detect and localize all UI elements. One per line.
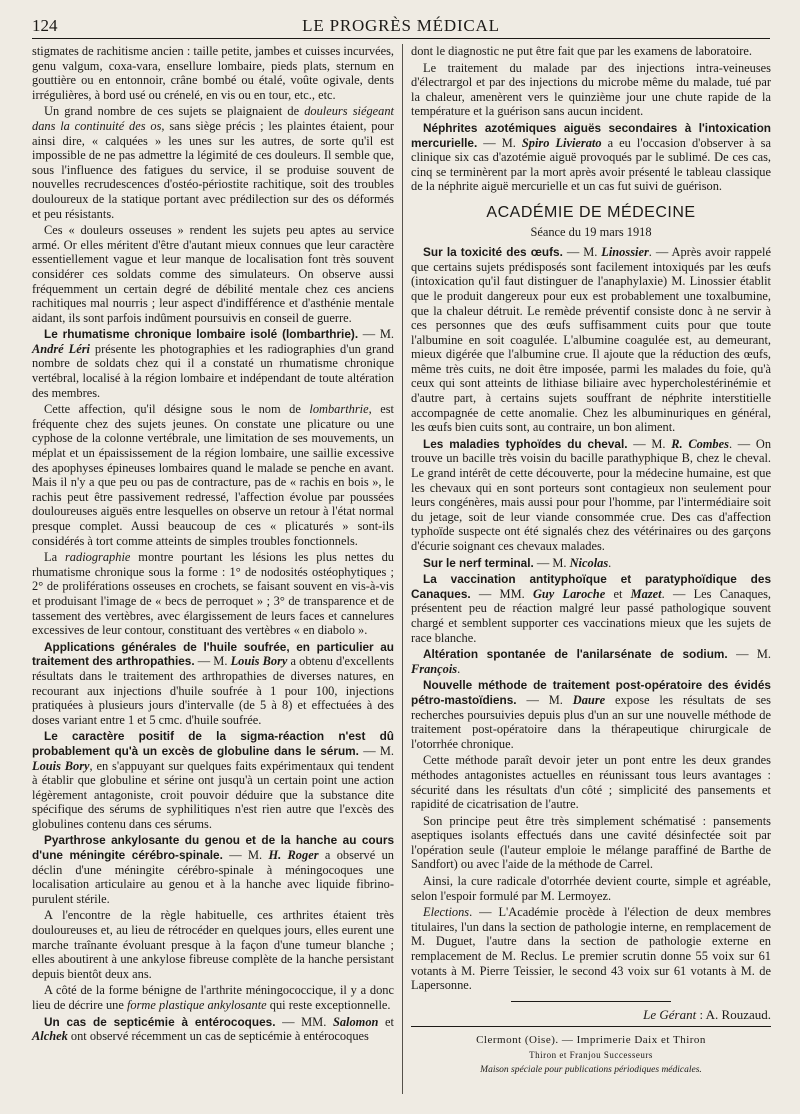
- paragraph: Le traitement du malade par des injections intra-veineuses d'électrargol et par des injections du microbe même du malade, tué par la chaleur, amenèrent vers le quinzième jour une chute rapide de la température et la guérison sans aucun incident.: [411, 60, 771, 119]
- article-heading: Sur la toxicité des œufs.: [423, 245, 563, 260]
- paragraph: Son principe peut être très simplement schématisé : pansements aseptiques isolants effectués dans une cavité désinfectée soit par l'opération seule (l'auteur emploie le mélange paraffiné de Barthe de Sandfort) ou avec l'aide de la méthode de Carrel.: [411, 813, 771, 872]
- author-name: Mazet: [630, 586, 662, 601]
- separator-rule: [411, 1026, 771, 1027]
- printer-imprint: Clermont (Oise). — Imprimerie Daix et Thiron: [476, 1034, 706, 1047]
- article-heading: Pyarthrose ankylosante du genou et de la hanche au cours d'une méningite cérébro-spinale.: [32, 833, 394, 863]
- article-heading: Altération spontanée de l'anilarsénate de sodium.: [423, 647, 728, 662]
- article-toxicite-oeufs: Sur la toxicité des œufs. — M. Linossier. — Après avoir rappelé que certains sujets prédisposés sont facilement intoxiqués par les œufs (intoxication qu'il faut distinguer de l'anaphylaxie) M. Linossier établit que le produit dangereux pour eux est probablement une toxalbumine, que la chaleur détruit. Le remède préventif consiste donc à ne servir à ces personnes que des œufs suffisamment cuits pour que toute l'albumine en soit coagulée. L'albumine coagulée est, au demeurant, mieux digérée que l'albumine crue. Il ajoute que la réduction des œufs, même très cuits, ne doit être imposée, parmi les malades du foie, qu'à ceux qui sont atteints de lithiase biliaire avec hypercholestérinémie et d'autre part, à certains sujets souffrant de néphrite interstitielle accompagnée de cette anomalie. Chez les albuminuriques en général, les œufs bien cuits sont, au contraire, un bon aliment.: [411, 245, 771, 435]
- printer-specialty: Maison spéciale pour publications périodiques médicales.: [480, 1064, 702, 1075]
- paragraph: Ces « douleurs osseuses » rendent les sujets peu aptes au service armé. Or elles méritent d'être d'autant mieux connues que leur caractère essentiellement vague et leur manque de localisation font très souvent considérer ces soldats comme des simulateurs. On observe aussi fréquemment un certain degré de débilité mentale chez ces anciens rachitiques mal nourris ; leur aspect d'indifférence et d'asthénie mentale aidant, ils sont parfois indûment poursuivis en conseil de guerre.: [32, 223, 394, 325]
- author-name: Daure: [572, 692, 606, 707]
- paragraph: Cette affection, qu'il désigne sous le nom de lombarthrie, est fréquente chez des sujets jeunes. On constate une plicature ou une cyphose de la colonne vertébrale, une limitation de ses mouvements, un méplat et un épaississement de la région lombaire, une saillie excessive des apophyses épineuses lombaires quand le malade se penche en avant. Mais il n'y a que peu ou pas de contracture, pas de « rachis en bois », le rachis peut être passivement redressé, l'affection évolue par poussées douloureuses aiguës entre lesquelles on observe un retour à l'état normal presque complet. Aussi beaucoup de ces « plicaturés » sont-ils considérés à tort comme atteints de simples troubles fonctionnels.: [32, 402, 394, 548]
- article-rhumatisme: Le rhumatisme chronique lombaire isolé (lombarthrie). — M. André Léri présente les photographies et les radiographies d'un grand nombre de soldats chez qui il a constaté un rhumatisme chronique vertébral, localisé à la région lombaire et indépendant de toute altération des membres.: [32, 327, 394, 400]
- article-anilarsenate: Altération spontanée de l'anilarsénate de sodium. — M. François.: [411, 647, 771, 676]
- article-nephrites: Néphrites azotémiques aiguës secondaires à l'intoxication mercurielle. — M. Spiro Livierato a eu l'occasion d'observer à sa clinique six cas d'azotémie aiguë provoqués par le sublimé. De ces cas, cinq se terminèrent par la mort après avoir présenté le tableau classique de la néphrite aiguë mercurielle et un cas fut suivi de guérison.: [411, 120, 771, 194]
- printer-successors: Thiron et Franjou Successeurs: [529, 1050, 653, 1060]
- article-pyarthrose: Pyarthrose ankylosante du genou et de la hanche au cours d'une méningite cérébro-spinale. — M. H. Roger a observé un déclin d'une méningite cérébro-spinale à méningocoques une localisation articulaire au genou et à la hanche avec liquide fibrino-purulent stérile.: [32, 833, 394, 906]
- paragraph: Ainsi, la cure radicale d'otorrhée devient courte, simple et agréable, selon l'espoir formulé par M. Lermoyez.: [411, 874, 771, 903]
- article-septicemie: Un cas de septicémie à entérocoques. — MM. Salomon et Alchek ont observé récemment un cas de septicémie à entérocoques: [32, 1014, 394, 1044]
- section-title: ACADÉMIE DE MÉDECINE: [486, 203, 696, 221]
- article-evides-petro-mastoidiens: Nouvelle méthode de traitement post-opératoire des évidés pétro-mastoïdiens. — M. Daure expose les résultats de ses recherches poursuivies depuis plus d'un an sur une nouvelle méthode de traitement post-opératoire dans la thérapeutique chirurgicale de l'otorrhée chronique.: [411, 678, 771, 751]
- article-heading: Le rhumatisme chronique lombaire isolé (lombarthrie).: [44, 327, 359, 342]
- paragraph: A l'encontre de la règle habituelle, ces arthrites étaient très douloureuses et, au lieu de rétrocéder en quelques jours, elles eurent une marche traînante évoluant presque à la façon d'une tumeur blanche ; elles aboutirent à une ankylose fibreuse complète de la hanche persistant depuis bientôt deux ans.: [32, 908, 394, 981]
- article-vaccination-canaques: La vaccination antityphoïque et paratyphoïdique des Canaques. — MM. Guy Laroche et Mazet. — Les Canaques, présentent peu de réaction malgré leur passé pathologique souvent chargé et semblent supporter ces vaccinations mieux que les sujets de race blanche.: [411, 572, 772, 645]
- article-heading: Le caractère positif de la sigma-réaction n'est dû probablement qu'à un excès de globuline dans le sérum.: [32, 729, 394, 758]
- author-name: Spiro Livierato: [521, 135, 602, 150]
- page-header: [32, 10, 770, 39]
- right-column: [411, 44, 771, 1077]
- article-huile-soufree: Applications générales de l'huile soufrée, en particulier au traitement des arthropathies. — M. Louis Bory a obtenu d'excellents résultats dans le traitement des arthropathies de diverses natures, en recourant aux injections d'huile soufrée à 1 pour 100, injections pratiquées à plusieurs jours d'intervalle (de 5 à 8) et effectuées à des doses variant entre 1 et 5 cmc. d'huile soufrée.: [32, 639, 394, 727]
- article-heading: Nouvelle méthode de traitement post-opératoire des évidés pétro-mastoïdiens.: [411, 678, 771, 707]
- author-name: Louis Bory: [32, 758, 90, 773]
- journal-title: LE PROGRÈS MÉDICAL: [302, 16, 500, 35]
- author-name: Linossier: [601, 245, 649, 260]
- gerant-line: Le Gérant : A. Rouzaud.: [643, 1006, 771, 1022]
- author-name: Alchek: [32, 1029, 68, 1044]
- article-heading: Un cas de septicémie à entérocoques.: [44, 1014, 276, 1029]
- article-heading: Sur le nerf terminal.: [423, 555, 534, 570]
- paragraph: Cette méthode paraît devoir jeter un pont entre les deux grandes méthodes antagonistes actuelles en réunissant tous leurs avantages : sécurité dans les résultats d'un côté ; simplicité des pansements et rapidité de cicatrisation de l'autre.: [411, 753, 771, 812]
- author-name: Salomon: [332, 1014, 379, 1029]
- paragraph: Un grand nombre de ces sujets se plaignaient de douleurs siégeant dans la continuité des os, sans siège précis ; les plaintes étaient, pour ainsi dire, « calquées » les unes sur les autres, de sorte qu'il est impossible de ne pas admettre la légimité de ces douleurs. Il semble que, sous l'influence des fatigues du service, il se produise souvent de nouvelles recrudescences d'ostéo-périostite rachitique, soit des troubles douloureux de la statique portant avec prédilection sur des os déformés et peu résistants.: [32, 104, 394, 221]
- column-divider: [402, 44, 403, 1094]
- session-date: Séance du 19 mars 1918: [530, 224, 652, 239]
- page-number: 124: [32, 16, 58, 35]
- author-name: André Léri: [32, 341, 90, 356]
- paragraph: A côté de la forme bénigne de l'arthrite méningococcique, il y a donc lieu de décrire une forme plastique ankylosante qui reste exceptionnelle.: [32, 983, 394, 1012]
- author-name: H. Roger: [268, 848, 319, 863]
- separator-rule: [511, 1001, 671, 1002]
- article-nerf-terminal: Sur le nerf terminal. — M. Nicolas.: [423, 555, 612, 570]
- article-sigma-reaction: Le caractère positif de la sigma-réaction n'est dû probablement qu'à un excès de globuline dans le sérum. — M. Louis Bory, en s'appuyant sur quelques faits expérimentaux qui tendent à établir que globuline et sérine ont jusqu'à un certain point une action légèrement antagoniste, croit pouvoir déduire que la substance dite spécifique des sérums de syphilitiques n'est rien autre que l'excès des globulines contenu dans ces sérums.: [32, 729, 395, 831]
- author-name: François: [411, 661, 458, 676]
- article-maladies-cheval: Les maladies typhoïdes du cheval. — M. R. Combes. — On trouve un bacille très voisin du bacille parathyphique B, chez le cheval. Le grand intérêt de cette découverte, pour la médecine humaine, est que les chevaux qui en sont porteurs sont contagieux non seulement pour leurs congénères, mais aussi pour pour l'homme, par l'intermédiaire soit du jetage, soit de leur viande consommée crue. Des cas d'affection typhoïde suspecte ont été signalés chez des vétérinaires ou des garçons d'écurie soignant ces chevaux malades.: [411, 436, 772, 553]
- article-heading: Néphrites azotémiques aiguës secondaires à l'intoxication mercurielle.: [411, 120, 771, 150]
- author-name: Guy Laroche: [532, 586, 606, 601]
- paragraph: stigmates de rachitisme ancien : taille petite, jambes et cuisses incurvées, genu valgum, coxa-vara, ensellure lombaire, pieds plats, sternum en gouttière ou en entonnoir, crâne bombé ou étalé, voûte ogivale, dents irrégulières, à bord usé ou crénelé, en vis ou en tour, etc., etc.: [32, 44, 394, 102]
- article-heading: La vaccination antityphoïque et paratyphoïdique des Canaques.: [411, 572, 771, 601]
- paragraph: dont le diagnostic ne put être fait que par les examens de laboratoire.: [411, 44, 752, 58]
- elections-paragraph: Elections. — L'Académie procède à l'élection de deux membres titulaires, l'un dans la section de pathologie interne, en remplacement de M. Duguet, l'autre dans la section de pathologie externe en remplacement de M. Reclus. Le premier scrutin donne 55 voix sur 61 votants à M. Pierre Teissier, le second 43 voix sur 61 votants à M. de Lapersonne.: [411, 905, 771, 993]
- article-heading: Applications générales de l'huile soufrée, en particulier au traitement des arthropathies.: [32, 639, 394, 669]
- author-name: R. Combes: [671, 436, 729, 451]
- author-name: Nicolas: [569, 555, 609, 570]
- paragraph: La radiographie montre pourtant les lésions les plus nettes du rhumatisme chronique sous la forme : 1° de nodosités ostéophytiques ; 2° de proliférations osseuses en crochets, se faisant souvent en vis-à-vis et produisant l'image de « becs de perroquet » ; 3° de transparence et de tassement des vertèbres, avec élargissement de leurs faces et cannelures excessives de leur contour, constituant des vertèbres « en diabolo ».: [32, 550, 394, 638]
- left-column: [32, 44, 394, 1046]
- author-name: Louis Bory: [230, 654, 288, 669]
- article-heading: Les maladies typhoïdes du cheval.: [423, 436, 628, 451]
